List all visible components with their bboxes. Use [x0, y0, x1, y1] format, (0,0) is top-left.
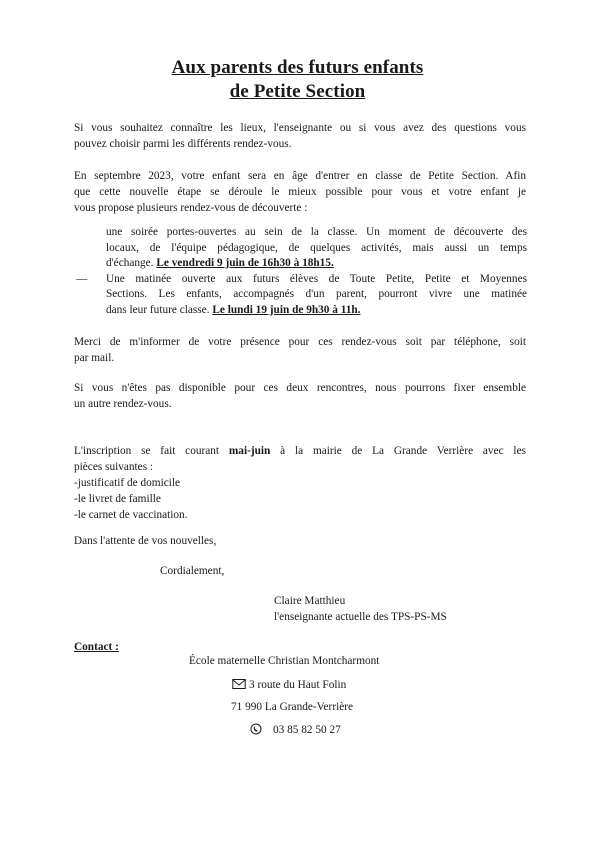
signature-name: Claire Matthieu — [274, 595, 346, 607]
inscription-text-c: à la mairie de La Grande Verrière avec les — [280, 445, 526, 457]
contact-label: Contact : — [74, 641, 119, 653]
bullet-2-date: Le lundi 19 juin de 9h30 à 11h. — [212, 303, 361, 316]
phone-number: 03 85 82 50 27 — [273, 724, 341, 736]
bullet-1-line-1: une soirée portes-ouvertes au sein de la classe. Un moment de découverte des — [106, 226, 527, 238]
city-line: 71 990 La Grande-Verrière — [231, 701, 354, 713]
signature-role: l'enseignante actuelle des TPS-PS-MS — [274, 611, 447, 623]
bullet-1-line-2: locaux, de l'équipe pédagogique, de quelques activités, mais aussi un temps — [106, 241, 527, 254]
dispo-paragraph — [74, 380, 526, 412]
inscription-line-1 — [74, 443, 526, 459]
address-line — [232, 678, 346, 691]
merci-line-2: par mail. — [74, 352, 115, 364]
address-text: 3 route du Haut Folin — [249, 679, 347, 691]
attente-line: Dans l'attente de vos nouvelles, — [74, 535, 217, 547]
inscription-line-2: pièces suivantes : — [74, 461, 154, 473]
bullet-1-date: Le vendredi 9 juin de 16h30 à 18h15. — [156, 257, 334, 269]
dispo-line-1: Si vous n'êtes pas disponible pour ces deux rencontres, nous pourrons fixer ensemble — [74, 382, 526, 394]
closing-line: Cordialement, — [160, 565, 225, 577]
bullet-item-1 — [76, 225, 527, 272]
rendezvous-list — [76, 225, 527, 318]
bullet-2-text: dans leur future classe. — [106, 303, 210, 316]
merci-paragraph — [74, 334, 526, 366]
merci-line-1: Merci de m'informer de votre présence pour ces rendez-vous soit par téléphone, soit — [74, 336, 526, 348]
intro-paragraph — [74, 120, 526, 152]
inscription-period: mai-juin — [228, 445, 271, 457]
document-item: -le carnet de vaccination. — [74, 509, 188, 521]
title-line-2: de Petite Section — [229, 81, 366, 102]
bullet-2-dash: — — [76, 272, 88, 285]
september-line-1: En septembre 2023, votre enfant sera en âge d'entrer en classe de Petite Section. Afin — [74, 170, 526, 182]
school-name: École maternelle Christian Montcharmont — [189, 655, 380, 667]
september-line-2: que cette nouvelle étape se déroule le mieux possible pour vous et votre enfant je — [74, 186, 526, 198]
september-line-3: vous propose plusieurs rendez-vous de découverte : — [74, 202, 308, 214]
inscription-paragraph — [74, 443, 526, 523]
bullet-1-text: d'échange. — [106, 257, 154, 269]
intro-line-2: pouvez choisir parmi les différents rendez-vous. — [74, 138, 292, 150]
bullet-1-line-3 — [106, 257, 334, 269]
bullet-2-line-1: Une matinée ouverte aux futurs élèves de Toute Petite, Petite et Moyennes — [106, 272, 527, 285]
title-line-1: Aux parents des futurs enfants — [171, 57, 424, 78]
september-paragraph — [74, 168, 526, 216]
document-item: -justificatif de domicile — [74, 477, 181, 489]
intro-line-1: Si vous souhaitez connaître les lieux, l'enseignante ou si vous avez des questions vous — [74, 122, 526, 134]
inscription-text-a: L'inscription se fait courant — [74, 445, 220, 457]
phone-line — [249, 723, 341, 736]
bullet-item-2 — [76, 272, 527, 319]
dispo-line-2: un autre rendez-vous. — [74, 398, 172, 410]
document-item: -le livret de famille — [74, 493, 161, 505]
bullet-2-line-2: Sections. Les enfants, accompagnés d'un parent, pourront vivre une matinée — [106, 288, 527, 300]
bullet-2-line-3 — [106, 304, 361, 316]
phone-icon — [249, 723, 263, 735]
envelope-icon — [232, 678, 246, 690]
